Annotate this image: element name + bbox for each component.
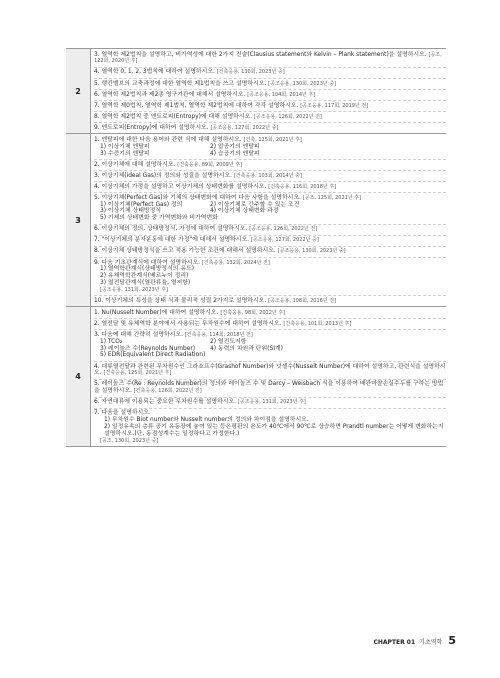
sub-item: 5) 기체의 상태변화 중 가역변화와 비가역변화 [100, 215, 218, 222]
sub-item: 1) 무차원수 Biot number와 Nusselt number의 정의와 차이점을 설명하시오. [104, 417, 309, 424]
section-number: 3 [66, 134, 91, 307]
question-text: 4. 열역학 0, 1, 2, 3법칙에 대하여 설명하시오. [94, 69, 215, 76]
question-source: [공조, 130회, 2023년 중] [100, 437, 159, 444]
question-item [94, 68, 446, 79]
question-item [94, 319, 446, 330]
question-text: 5. 랭킨밸브의 교축과정에 대한 열역학 제1법칙을 쓰고 설명하시오. [94, 80, 267, 87]
page-footer [0, 634, 456, 650]
question-text: 10. 이상기체의 특성을 상태 식과 물리적 성질 2가지로 설명하시오. [94, 297, 267, 304]
question-source: [공조응용, 127회, 2022년 중] [210, 124, 279, 131]
question-item [94, 182, 446, 193]
question-text: 6. 이상기체의 정의, 상태방정식, 가정에 대하여 설명하시오. [94, 226, 248, 233]
question-text: 7. "이상기체의 분자운동에 대한 가정"에 대해서 설명하시오. [94, 237, 250, 244]
question-text: 5. 이상기체(Perfect Gas)와 기체의 상태변화에 대하여 다음 사항을 설명하시오. [94, 194, 301, 201]
sub-item-row [94, 151, 446, 158]
question-item [94, 308, 446, 319]
question-text: 3. 다음에 대해 간략히 설명하시오. [94, 332, 183, 339]
question-item [94, 398, 446, 409]
question-text: 2. 이상기체에 대해 설명하시오. [94, 161, 176, 168]
question-item [94, 236, 446, 247]
question-item [94, 79, 446, 90]
question-source: [공조응용, 130회, 2023년 중] [277, 248, 346, 255]
question-item [94, 380, 446, 398]
question-source: [공조, 125회, 2021년 후] [302, 194, 362, 201]
sub-item: 1) 이상기체 엔탈피 [100, 143, 150, 150]
section-row [66, 49, 446, 134]
sub-item-row [94, 339, 446, 346]
sub-item: 4) 이상기체 상태변화 과정 [210, 208, 279, 215]
question-source: [건축응용, 125회, 2021년 후] [103, 370, 172, 377]
sub-item: 2) 일정유속의 층류 공기 유동장에 놓여 있는 등온평판의 온도가 40℃에서 90℃로 상승하면 Prandtl number는 어떻게 변화하는지 설명하시오.(단, 동점성계수는 일정하다고 가정한다.) [104, 423, 444, 437]
question-text: 2. 열전달 및 유체역학 분야에서 사용되는 무차원수에 대하여 설명하시오. [94, 320, 282, 327]
question-source: [공조응용, 127회, 2022년 중] [250, 237, 319, 244]
question-source: [공조응용, 130회, 2023년 중] [268, 80, 337, 87]
sub-item: 3) 레이놀즈 수(Reynolds Number) [100, 345, 196, 352]
sub-item: 2) 압공기의 엔탈피 [210, 143, 260, 150]
section-questions [91, 307, 447, 447]
question-item [94, 225, 446, 236]
question-source: [공조응용, 131회, 2023년 후] [100, 286, 168, 293]
sub-item: 1) TCO₂ [100, 338, 123, 345]
question-text: 6. 열역학 제2법칙과 제2종 영구기관에 대해서 설명하시오. [94, 91, 246, 98]
question-item [94, 171, 446, 182]
sub-item: 1) 열역학관계식(상태방정식의 유도) [100, 266, 195, 273]
question-item [94, 330, 446, 361]
question-text: 9. 엔트로피(Entropy)에 대하여 설명하시오. [94, 124, 209, 131]
question-source: [건축응용, 130회, 2023년 중] [216, 69, 285, 76]
question-source: [건축응용, 114회, 2018년 전] [184, 332, 253, 339]
question-text: 4. 이상기체의 가정을 설명하고 이상기체의 상태변화를 설명하시오. [94, 183, 267, 190]
section-number: 4 [66, 307, 91, 447]
question-source: [건축, 125회, 2021년 후] [243, 136, 302, 143]
question-item [94, 160, 446, 171]
section-row [66, 307, 446, 447]
question-source: [공조응용, 108회, 2016년 전] [268, 297, 337, 304]
question-source: [건축응용, 101회, 2013년 후] [283, 320, 352, 327]
sub-item: 1) 이상기체(Perfect Gas) 정의 [100, 201, 183, 208]
question-table [66, 48, 446, 447]
question-item [94, 296, 446, 306]
question-text: 6. 자연대류에 이용되는 중요한 무차원수를 설명하시오. [94, 399, 237, 406]
section-number: 2 [66, 49, 91, 134]
sub-item: 5) EDR(Equivalent Direct Radiation) [100, 352, 206, 359]
sub-item-row [94, 346, 446, 353]
question-source: [건축응용, 132회, 2024년 전] [201, 259, 270, 266]
question-source: [공조응용, 126회, 2022년 전] [249, 226, 318, 233]
footer-chapter: CHAPTER 01 [373, 639, 416, 646]
question-source: [건축응용, 89회, 2009년 후] [177, 161, 243, 168]
question-text: 7. 열역학 제0법칙, 열역학 제1법칙, 열역학 제2법칙에 대하여 각각 설명하시오. [94, 102, 299, 109]
question-item [94, 193, 446, 224]
question-source: [공조응용, 117회, 2019년 전] [300, 102, 369, 109]
question-item [94, 135, 446, 160]
question-source: [공조응용, 126회, 2022년 전] [253, 113, 322, 120]
sub-item: 4) 동력의 차원과 단위(SI계) [210, 345, 283, 352]
question-item [94, 247, 446, 258]
question-source: [공조응용, 104회, 2014년 후] [247, 91, 316, 98]
sub-item: 2) 이상기체로 간주할 수 있는 조건 [210, 201, 300, 208]
sub-item: 2) 열전도저항 [210, 338, 247, 345]
page-number: 5 [448, 634, 456, 647]
section-questions [91, 134, 447, 307]
question-source: [건축응용, 126회, 2022년 전] [133, 388, 202, 395]
sub-item: 3) 이상기체 상태방정식 [100, 208, 162, 215]
question-text: 8. 이상기체 상태방정식을 쓰고 적용 가능한 조건에 대해서 설명하시오. [94, 248, 276, 255]
question-source: [공조, 122회, 2020년 후] [94, 51, 442, 65]
question-item [94, 90, 446, 101]
question-text: 5. 레이놀즈 수(Re : Reynolds Number)의 정의와 레이놀즈 수 및 Darcy – Weisbach 식을 이용하여 배관마찰손실수두를 구하는 방법을 설명하시오. [94, 381, 444, 395]
question-item [94, 112, 446, 123]
sub-item: 4) 습공기의 엔탈피 [210, 150, 260, 157]
question-text: 3. 이상기체(ideal Gas)의 정의와 성질을 설명하시오. [94, 172, 232, 179]
question-source: [건축응용, 103회, 2014년 중] [233, 172, 302, 179]
sub-item: 3) 열전달관계식(열관류율, 열저항) [100, 279, 191, 286]
question-item [94, 101, 446, 112]
sub-item: 2) 유체역학관계식(베르누이 정리) [100, 273, 189, 280]
question-source: [건축응용, 116회, 2018년 후] [268, 183, 337, 190]
question-item [94, 409, 446, 446]
sub-item-row [94, 144, 446, 151]
question-source: [공조응용, 131회, 2023년 후] [237, 399, 306, 406]
question-item [94, 50, 446, 68]
question-text: 1. 엔탈피에 대한 다음 용어와 관련 식에 대해 설명하시오. [94, 136, 242, 143]
question-item [94, 123, 446, 133]
question-text: 4. 대류열전달과 관련된 무차원수인 그라쇼프수(Grashof Number)와 넛셀수(Nusselt Number)에 대하여 설명하고, 관련식을 설명하시오. [94, 363, 446, 377]
question-text: 1. Nu(Nusselt Number)에 대하여 설명하시오. [94, 309, 219, 316]
question-source: [건축응용, 98회, 2012년 후] [220, 309, 286, 316]
question-text: 9. 다음 기초관계식에 대하여 설명하시오. [94, 259, 201, 266]
question-text: 7. 다음을 설명하시오. [94, 410, 151, 417]
section-row [66, 134, 446, 307]
sub-item: 3) 수증기의 엔탈피 [100, 150, 150, 157]
footer-chapter-title: 기초역학 [419, 639, 443, 646]
question-text: 8. 열역학 제2법칙 중 엔트로피(Entropy)에 대해 설명하시오. [94, 113, 253, 120]
question-item [94, 362, 446, 380]
question-text: 3. 열역학 제2법칙을 설명하고, 비가역성에 대한 2가지 진술(Clausius statement와 Kelvin – Plank statement)을 설명하시오. [94, 51, 427, 58]
question-item [94, 258, 446, 296]
section-questions [91, 49, 447, 134]
